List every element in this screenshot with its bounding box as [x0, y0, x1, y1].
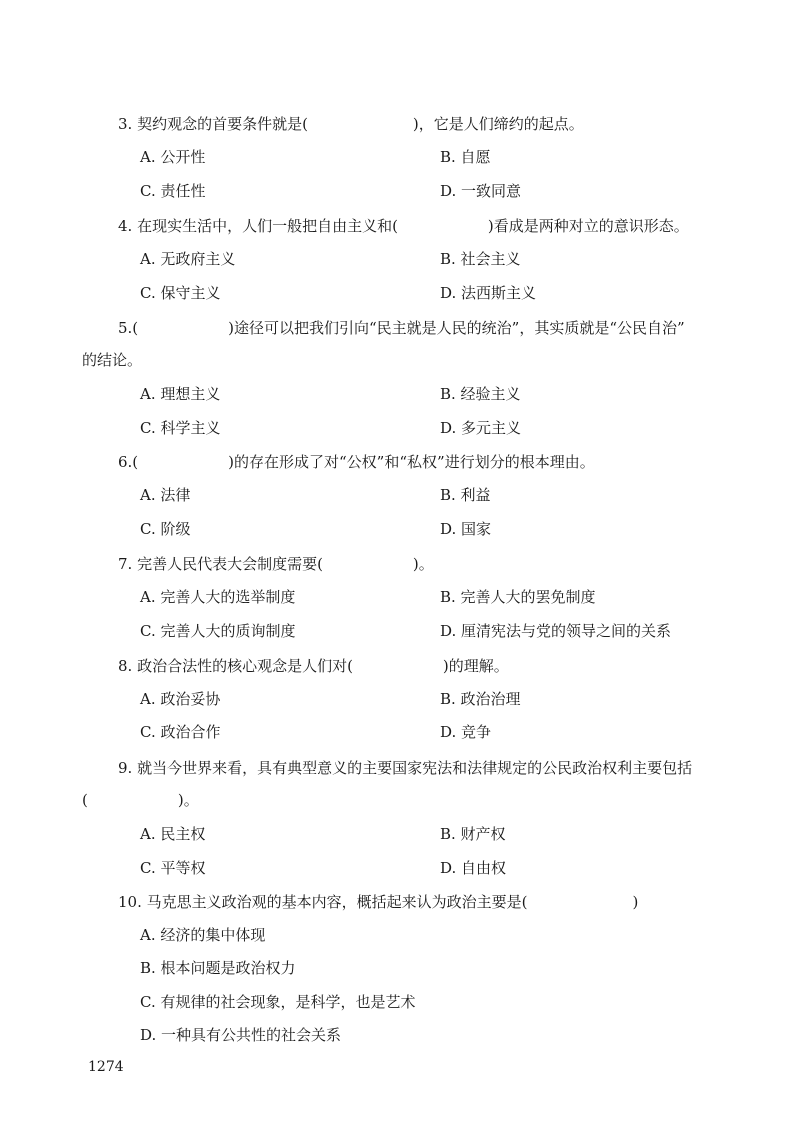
question-7-option-d: D. 厘清宪法与党的领导之间的关系 [440, 622, 672, 640]
question-10-option-a: A. 经济的集中体现 [140, 926, 266, 944]
question-3-option-b: B. 自愿 [440, 148, 491, 166]
page-number: 1274 [88, 1059, 124, 1075]
question-4-option-b: B. 社会主义 [440, 250, 521, 268]
question-9-option-a: A. 民主权 [140, 825, 206, 843]
question-10-option-d: D. 一种具有公共性的社会关系 [140, 1026, 342, 1044]
question-5-option-a: A. 理想主义 [140, 385, 221, 403]
question-6-option-b: B. 利益 [440, 486, 491, 504]
question-9-option-d: D. 自由权 [440, 859, 507, 877]
question-6-option-d: D. 国家 [440, 520, 492, 538]
question-8-option-a: A. 政治妥协 [140, 690, 221, 708]
question-6-option-a: A. 法律 [140, 486, 191, 504]
question-5-stem: 5.( )途径可以把我们引向“民主就是人民的统治”，其实质就是“公民自治” [118, 319, 685, 337]
question-9-option-c: C. 平等权 [140, 859, 206, 877]
question-7-option-b: B. 完善人大的罢免制度 [440, 588, 596, 606]
question-9-option-b: B. 财产权 [440, 825, 506, 843]
question-6-stem: 6.( )的存在形成了对“公权”和“私权”进行划分的根本理由。 [118, 453, 595, 471]
question-10-option-b: B. 根本问题是政治权力 [140, 959, 296, 977]
question-4-stem: 4. 在现实生活中，人们一般把自由主义和( )看成是两种对立的意识形态。 [118, 217, 689, 235]
question-8-option-b: B. 政治治理 [440, 690, 521, 708]
question-6-option-c: C. 阶级 [140, 520, 191, 538]
question-5-option-d: D. 多元主义 [440, 419, 522, 437]
question-5-stem-continuation: 的结论。 [82, 351, 143, 369]
question-10-stem: 10. 马克思主义政治观的基本内容，概括起来认为政治主要是( ) [118, 893, 639, 911]
question-3-option-c: C. 责任性 [140, 182, 206, 200]
question-5-option-b: B. 经验主义 [440, 385, 521, 403]
question-8-stem: 8. 政治合法性的核心观念是人们对( )的理解。 [118, 657, 509, 675]
question-4-option-a: A. 无政府主义 [140, 250, 236, 268]
question-10-option-c: C. 有规律的社会现象，是科学，也是艺术 [140, 993, 416, 1011]
question-3-option-d: D. 一致同意 [440, 182, 522, 200]
question-3-stem: 3. 契约观念的首要条件就是( )，它是人们缔约的起点。 [118, 115, 584, 133]
question-8-option-d: D. 竞争 [440, 723, 492, 741]
question-3-option-a: A. 公开性 [140, 148, 206, 166]
question-9-stem: 9. 就当今世界来看，具有典型意义的主要国家宪法和法律规定的公民政治权利主要包括 [118, 759, 693, 777]
question-4-option-d: D. 法西斯主义 [440, 284, 537, 302]
question-9-stem-continuation: ( )。 [82, 791, 199, 809]
question-7-option-a: A. 完善人大的选举制度 [140, 588, 296, 606]
question-4-option-c: C. 保守主义 [140, 284, 221, 302]
question-7-option-c: C. 完善人大的质询制度 [140, 622, 296, 640]
question-5-option-c: C. 科学主义 [140, 419, 221, 437]
question-8-option-c: C. 政治合作 [140, 723, 221, 741]
question-7-stem: 7. 完善人民代表大会制度需要( )。 [118, 555, 434, 573]
